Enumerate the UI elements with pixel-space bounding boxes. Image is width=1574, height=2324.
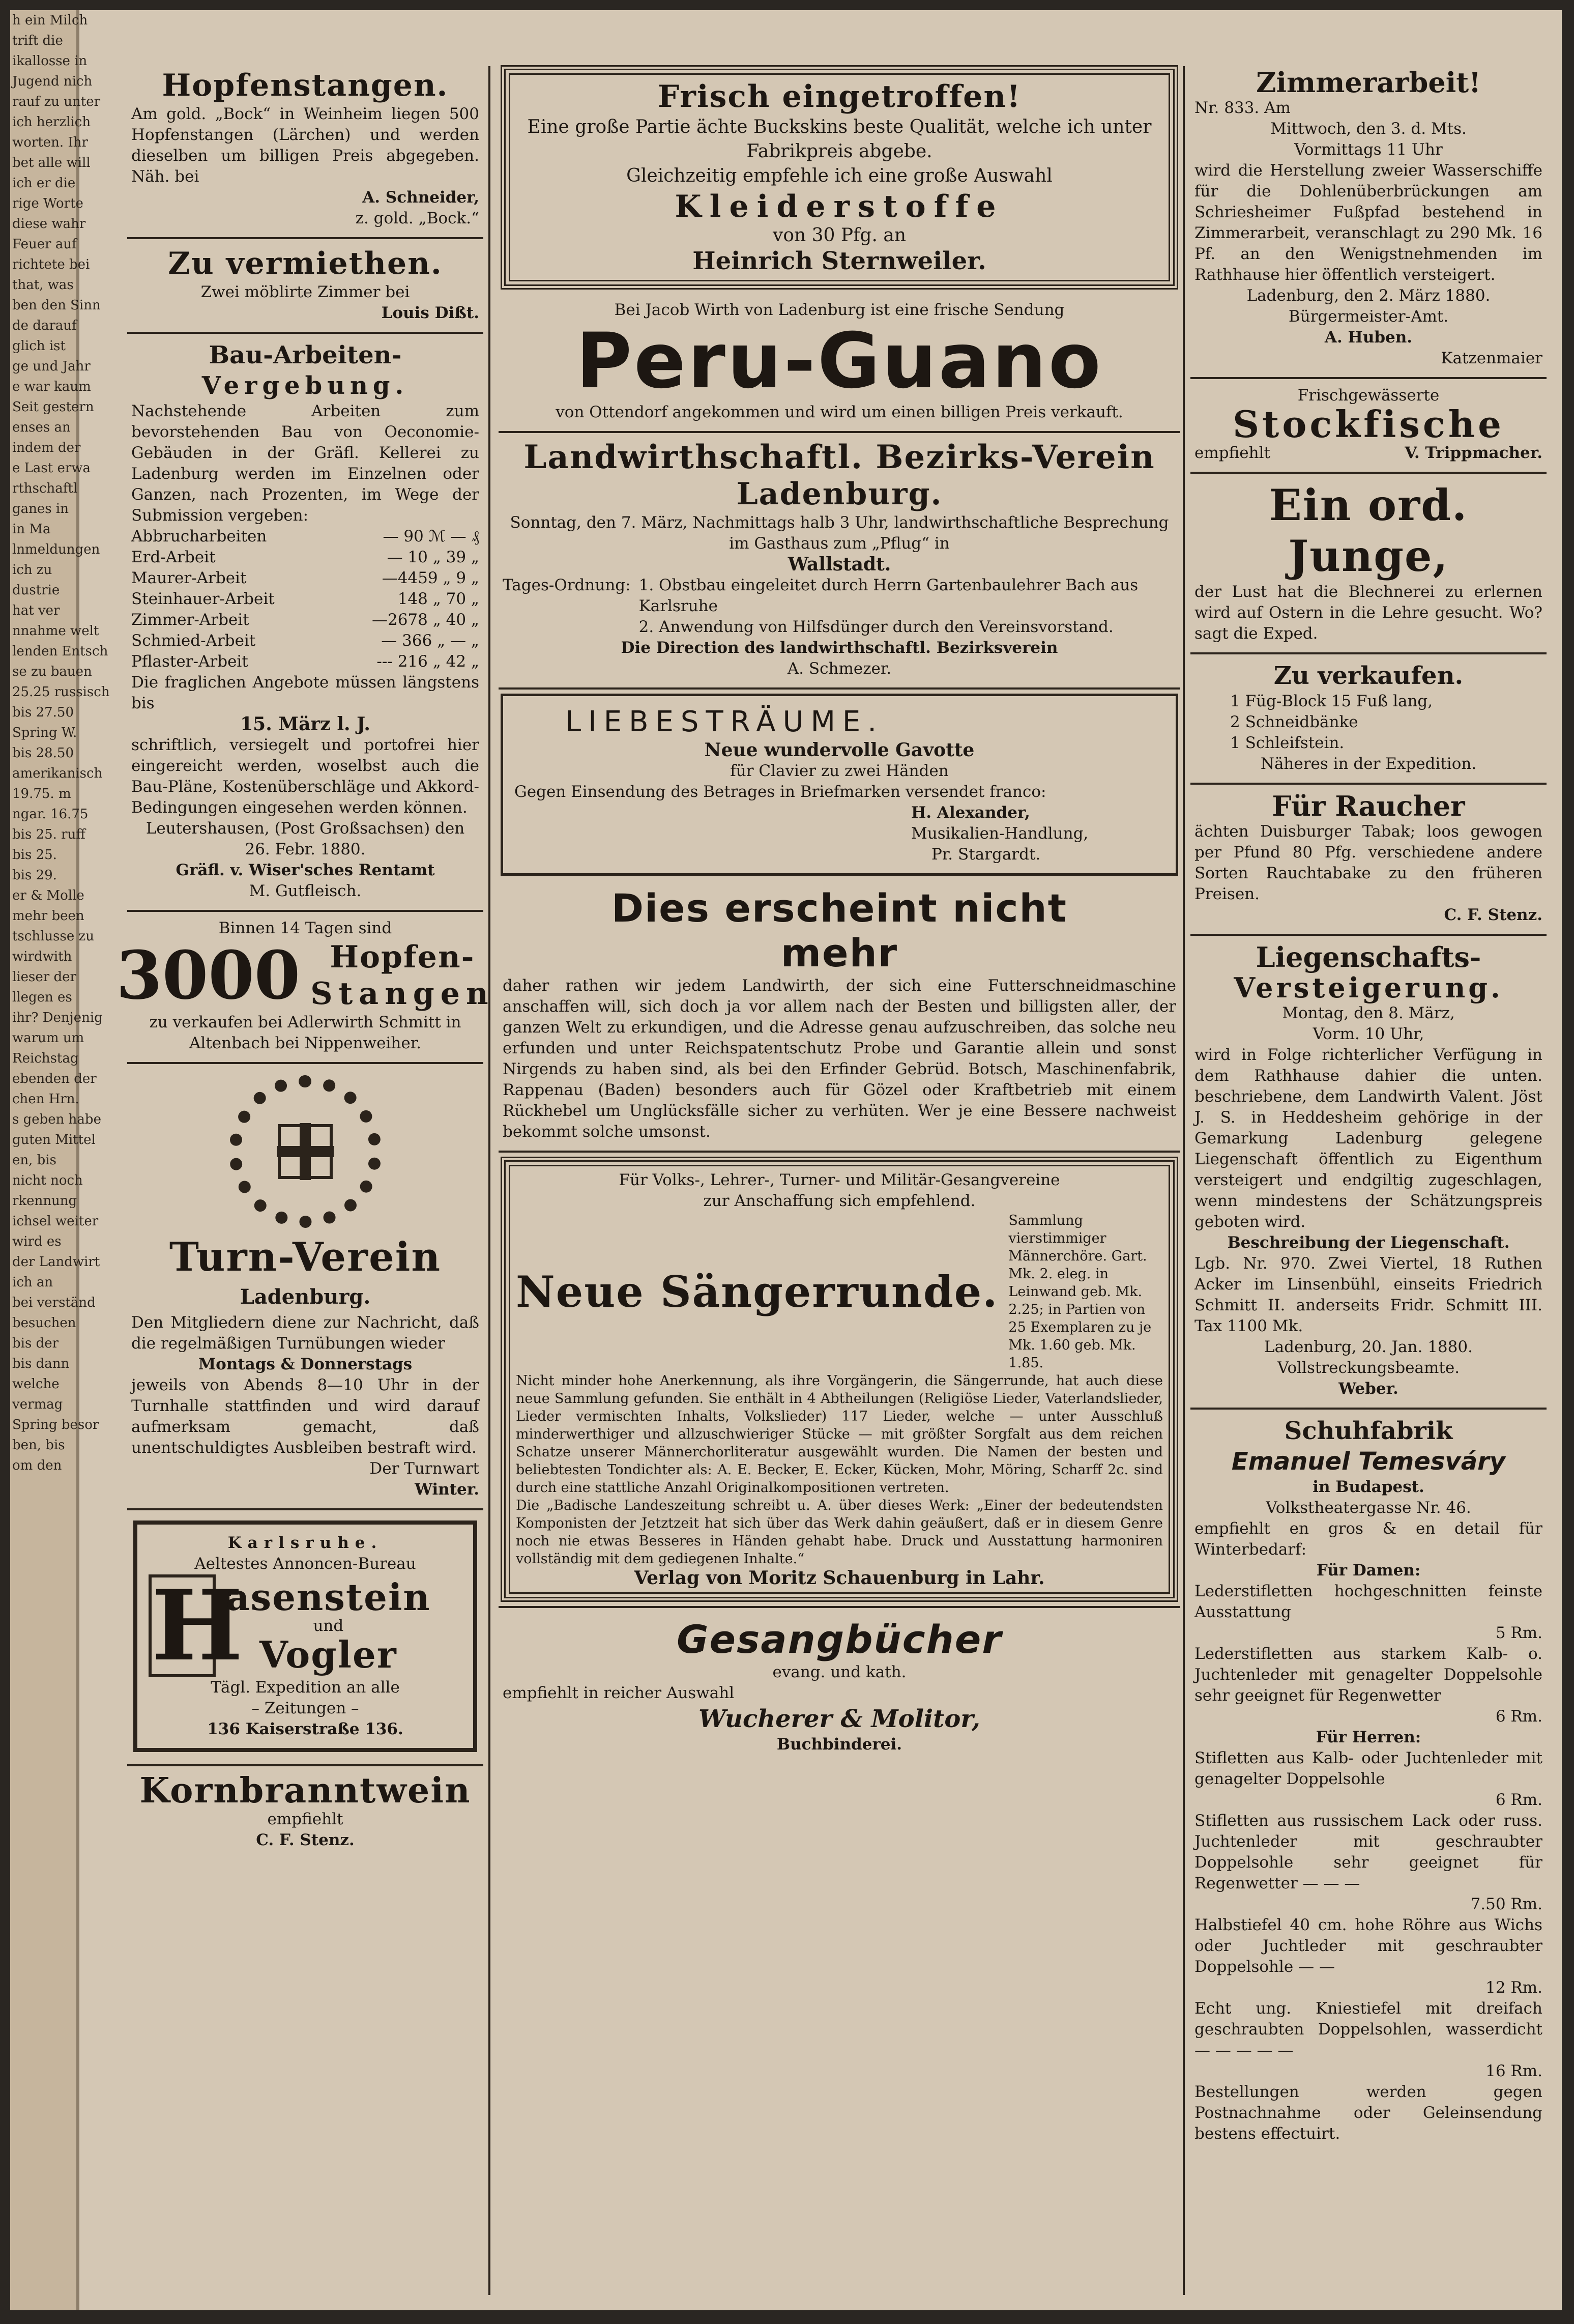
ad-line: empfiehlt [267, 1810, 343, 1828]
ad-body-3: schriftlich, versiegelt und portofrei hier eingereicht werden, woselbst auch die Bau-Pläne, Kostenüberschläge und Akkord-Bedingungen eingesehen werden können. [131, 736, 479, 817]
margin-fragment-line: lnmeldungen [12, 542, 100, 557]
ad-line-3: – Zeitungen – [251, 1699, 359, 1717]
shoe-item-text: Lederstifletten aus starkem Kalb- o. Juchtenleder mit genagelter Doppelsohle sehr geeignet für Regenwetter [1194, 1645, 1542, 1705]
ad-zu-vermiethen [127, 239, 483, 334]
ad-liegenschafts-versteigerung [1190, 936, 1547, 1410]
ad-time: Vorm. 10 Uhr, [1313, 1025, 1424, 1043]
margin-fragment-line: bet alle will [12, 155, 91, 170]
margin-fragment-line: ihr? Denjenig [12, 1010, 103, 1025]
margin-fragment-line: that, was [12, 277, 74, 293]
margin-fragment-line: trift die [12, 33, 63, 48]
ad-signature-line-2: Musikalien-Handlung, [911, 824, 1089, 843]
ad-address: 136 Kaiserstraße 136. [207, 1720, 403, 1738]
ad-signature: A. Huben. [1324, 328, 1413, 347]
ad-dies-erscheint [499, 880, 1180, 1153]
ad-line: Frischgewässerte [1297, 386, 1440, 405]
shoe-item-text: Stifletten aus Kalb- oder Juchtenleder mit genagelter Doppelsohle [1194, 1749, 1542, 1788]
ad-signature: C. F. Stenz. [256, 1831, 355, 1849]
ad-name-2: Vogler [259, 1632, 397, 1676]
ad-signature: Weber. [1338, 1380, 1398, 1398]
newspaper-page [10, 10, 1562, 2310]
ad-bau-arbeiten [127, 334, 483, 912]
work-item-value: — 10 „ 39 „ [387, 548, 479, 566]
ad-word-block [310, 939, 494, 1012]
ad-signature-title: Bürgermeister-Amt. [1288, 307, 1449, 326]
work-item-value: —2678 „ 40 „ [371, 611, 479, 629]
ad-line: Bei Jacob Wirth von Ladenburg ist eine frische Sendung [614, 301, 1065, 319]
margin-fragment-line: nicht noch [12, 1173, 83, 1188]
ad-kornbranntwein [127, 1766, 483, 1859]
ad-stockfische [1190, 379, 1547, 474]
ad-time: Vormittags 11 Uhr [1294, 140, 1443, 159]
ad-place-date: Ladenburg, 20. Jan. 1880. [1264, 1338, 1473, 1356]
margin-fragment-line: bis dann [12, 1356, 70, 1371]
margin-fragment-line: ebenden der [12, 1071, 97, 1086]
ad-line: für Clavier zu zwei Händen [730, 762, 949, 780]
ad-line-2: empfiehlt [1194, 444, 1270, 462]
margin-fragment-line: hat ver [12, 603, 60, 618]
margin-fragment-line: guten Mittel [12, 1132, 96, 1147]
ad-hopfenstangen-weinheim [127, 61, 483, 239]
ad-side-note: Sammlung vierstimmiger Männerchöre. Gart. Mk. 2. eleg. in Leinwand geb. Mk. 2.25; in Partien von 25 Exemplaren zu je Mk. 1.60 geb. Mk. 1.85. [1008, 1213, 1152, 1371]
margin-fragment-line: llegen es [12, 990, 72, 1005]
margin-fragment-line: ich zu [12, 562, 52, 578]
shoe-item-text: Halbstiefel 40 cm. hohe Röhre aus Wichs oder Juchtleder mit geschraubter Doppelsohle — — [1194, 1916, 1542, 1976]
ad-body: zu verkaufen bei Adlerwirth Schmitt in Altenbach bei Nippenweiher. [149, 1013, 461, 1052]
margin-fragment-line: enses an [12, 420, 71, 435]
ad-neue-saengerrunde [501, 1157, 1178, 1602]
ad-signature-2: Katzenmaier [1441, 349, 1542, 367]
ad-title: Zu vermiethen. [168, 246, 443, 281]
ad-address: Volkstheatergasse Nr. 46. [1266, 1499, 1471, 1517]
shoe-item [1194, 1915, 1542, 1998]
turner-wreath-emblem [229, 1075, 382, 1228]
ad-place: Ladenburg. [240, 1285, 371, 1309]
shoe-item-text: Echt ung. Kniestiefel mit dreifach geschraubten Doppelsohlen, wasserdicht — — — — — [1194, 1999, 1542, 2059]
ad-und: und [313, 1616, 344, 1635]
margin-fragment-line: der Landwirt [12, 1254, 100, 1270]
ad-title: Kornbranntwein [139, 1770, 471, 1811]
margin-fragment-line: Feuer auf [12, 237, 77, 252]
ad-signature: Gräfl. v. Wiser'sches Rentamt [176, 861, 435, 879]
ad-body: Zwei möblirte Zimmer bei [200, 283, 410, 301]
margin-fragment-line: bis 25. ruff [12, 827, 85, 842]
margin-fragment-line: ich herzlich [12, 114, 91, 130]
ad-title: Schuhfabrik [1284, 1417, 1453, 1445]
ad-body: Sonntag, den 7. März, Nachmittags halb 3 Uhr, landwirthschaftliche Besprechung im Gasthaus zum „Pflug“ in [510, 513, 1169, 553]
ad-signature: Die Direction des landwirthschaftl. Bezirksverein [621, 639, 1058, 657]
ad-zimmerarbeit [1190, 61, 1547, 379]
margin-fragment-line: bei verständ [12, 1295, 96, 1310]
ad-signature: Wucherer & Molitor, [698, 1705, 980, 1733]
margin-fragment-line: glich ist [12, 338, 66, 354]
margin-fragment-line: ngar. 16.75 [12, 807, 89, 822]
shoe-item [1194, 1811, 1542, 1915]
margin-fragment-line: rige Worte [12, 196, 83, 211]
margin-fragment-line: en, bis [12, 1153, 56, 1168]
ad-signature: A. Schneider, [362, 188, 479, 207]
margin-fragment-line: er & Molle [12, 888, 84, 903]
margin-fragment-line: rkennung [12, 1193, 77, 1209]
ad-body-2: jeweils von Abends 8—10 Uhr in der Turnhalle stattfinden und wird darauf aufmerksam gemacht, daß unentschuldigtes Ausbleiben bestraft wird. [131, 1376, 479, 1457]
ad-title: Stockfische [1233, 403, 1504, 446]
work-item-value: —4459 „ 9 „ [382, 569, 479, 587]
ad-title: Für Raucher [1272, 790, 1465, 822]
ad-title: Hopfenstangen. [162, 68, 449, 103]
ad-title: Gesangbücher [677, 1617, 1002, 1662]
ad-product: Kleiderstoffe [675, 189, 1004, 224]
ad-top-line-2: zur Anschaffung sich empfehlend. [703, 1192, 976, 1210]
shoe-item-price: 6 Rm. [1495, 1707, 1542, 1726]
ad-signature-title: Der Turnwart [369, 1459, 479, 1478]
agenda-item-2: 2. Anwendung von Hilfsdünger durch den Vereinsvorstand. [638, 618, 1114, 636]
work-item-value: 148 „ 70 „ [397, 590, 479, 608]
ad-title: LIEBESTRÄUME. [565, 705, 884, 738]
margin-fragment-line: ich an [12, 1275, 53, 1290]
shoe-item-price: 12 Rm. [1485, 1978, 1542, 1997]
margin-fragment-line: diese wahr [12, 216, 86, 232]
ad-body: Nicht minder hohe Anerkennung, als ihre Vorgängerin, die Sängerrunde, hat auch diese neue Sammlung gefunden. Sie enthält in 4 Abtheilungen (Religiöse Lieder, Vaterlandslieder, Lieder vermischten Inhalts, Volkslieder) 117 Lieder, welche — unter Ausschluß minderwerthiger und allzuschwieriger Stücke — mit größter Sorgfalt aus dem reichen Schatze unserer Männerchorliteratur ausgewählt wurden. Die Namen der besten und beliebtesten Tondichter als: A. E. Becker, E. Ecker, Kücken, Mohr, Möring, Scharff 2c. sind durch eine stattliche Anzahl Originalkompositionen vertreten. [516, 1373, 1163, 1496]
ad-signature: Winter. [415, 1480, 479, 1499]
right-column [1190, 61, 1547, 2153]
ad-number: 3000 [116, 936, 301, 1014]
ad-signature-line-3: Pr. Stargardt. [931, 845, 1041, 864]
shoe-item [1194, 1998, 1542, 2082]
ad-description: Lgb. Nr. 970. Zwei Viertel, 18 Ruthen Acker im Linsenbühl, einseits Friedrich Schmitt II. anderseits Fridr. Schmitt III. Tax 1100 Mk. [1194, 1254, 1542, 1335]
agenda-items [639, 575, 1176, 638]
ad-footer-row [1194, 443, 1542, 464]
divider [499, 1606, 1180, 1608]
work-items-list [131, 526, 479, 672]
ad-body: wird in Folge richterlicher Verfügung in dem Rathhause dahier die unten. beschriebene, dem Landwirth Valent. Jöst J. S. in Heddesheim gehörige in der Gemarkung Ladenburg gelegene Liegenschaft öffentlich zu Eigenthum versteigert und endgiltig zugeschlagen, wenn mindestens der Schätzungspreis geboten wird. [1194, 1046, 1542, 1231]
ad-price: von 30 Pfg. an [772, 225, 907, 246]
margin-fragment-line: h ein Milch [12, 13, 88, 28]
ad-body: wird die Herstellung zweier Wasserschiffe für die Dohlenüberbrückungen am Schriesheimer Fußpfad bestehend in Zimmerarbeit, veranschlagt zu 290 Mk. 16 Pf. an den Wenigstnehmenden im Rathhause hier öffentlich versteigert. [1194, 161, 1542, 284]
cross-bar-vertical [300, 1123, 311, 1180]
ad-line: empfiehlt in reicher Auswahl [503, 1684, 735, 1702]
ad-line: Näheres in der Expedition. [1260, 755, 1477, 773]
shoe-item-text: Lederstifletten hochgeschnitten feinste Ausstattung [1194, 1582, 1542, 1621]
ad-line: Aeltestes Annoncen-Bureau [194, 1555, 416, 1573]
ad-hasenstein-vogler [127, 1510, 483, 1766]
margin-fragment-line: nnahme welt [12, 623, 99, 639]
ad-signature: Louis Dißt. [381, 304, 479, 322]
ad-body: Am gold. „Bock“ in Weinheim liegen 500 Hopfenstangen (Lärchen) und werden dieselben um billigen Preis abgegeben. Näh. bei [131, 105, 479, 186]
ad-title: Liegenschafts- [1256, 941, 1481, 973]
margin-fragment-line: worten. Ihr [12, 135, 88, 150]
margin-fragment-line: mehr been [12, 908, 84, 924]
ad-body: Nachstehende Arbeiten zum bevorstehenden Bau von Oeconomie-Gebäuden in der Gräfl. Kellerei zu Ladenburg werden im Einzelnen oder Ganzen, nach Prozenten, im Wege der Submission vergeben: [131, 402, 479, 525]
margin-fragment-line: in Ma [12, 522, 51, 537]
ad-description-title: Beschreibung der Liegenschaft. [1227, 1233, 1510, 1252]
ad-title: Ein ord. Junge, [1269, 480, 1468, 581]
ad-zu-verkaufen [1190, 654, 1547, 785]
ad-signature: Heinrich Sternweiler. [692, 247, 986, 275]
ad-body: der Lust hat die Blechnerei zu erlernen wird auf Ostern in die Lehre gesucht. Wo? sagt die Exped. [1194, 583, 1542, 643]
shoe-item [1194, 1581, 1542, 1644]
ad-date: Mittwoch, den 3. d. Mts. [1270, 120, 1467, 138]
ad-3000-hopfenstangen [116, 912, 494, 1064]
herren-items-list [1194, 1748, 1542, 2082]
ad-top-line: Für Volks-, Lehrer-, Turner- und Militär-Gesangvereine [619, 1171, 1060, 1189]
margin-fragment-line: wird es [12, 1234, 62, 1249]
ad-name-block [226, 1575, 431, 1676]
work-item-row [131, 630, 479, 651]
section-damen: Für Damen: [1316, 1561, 1421, 1580]
ad-signature-name: M. Gutfleisch. [249, 882, 362, 900]
margin-fragment-line: Seit gestern [12, 399, 94, 415]
ad-publisher: Verlag von Moritz Schauenburg in Lahr. [634, 1567, 1045, 1589]
ad-title: Turn-Verein [169, 1234, 442, 1280]
ad-line: Binnen 14 Tagen sind [218, 919, 392, 937]
ad-word-2: Stangen [310, 976, 494, 1012]
ad-title: Dies erscheint nicht mehr [611, 885, 1067, 975]
ad-body-2: Gleichzeitig empfehle ich eine große Auswahl [626, 165, 1053, 186]
ad-headline-row [516, 1212, 1163, 1372]
ad-line-2: Gegen Einsendung des Betrages in Briefmarken versendet franco: [514, 783, 1046, 801]
margin-fragment-line: Reichstag [12, 1051, 79, 1066]
work-item-row [131, 526, 479, 547]
middle-column [499, 61, 1180, 1763]
deadline-date: 15. März l. J. [240, 713, 370, 735]
margin-fragment-line: lenden Entsch [12, 644, 108, 659]
margin-fragment-line: rauf zu unter [12, 94, 101, 109]
ad-body: Eine große Partie ächte Buckskins beste Qualität, welche ich unter Fabrikpreis abgebe. [527, 117, 1152, 162]
agenda [503, 575, 1176, 638]
margin-fragment-line: 19.75. m [12, 786, 71, 801]
work-item-value: — 90 ℳ — ₰ [383, 527, 479, 546]
margin-fragment-line: bis 29. [12, 868, 57, 883]
ad-frisch-eingetroffen [501, 65, 1178, 290]
ad-signature-line: Buchbinderei. [776, 1735, 902, 1754]
ad-subtitle: evang. und kath. [772, 1663, 907, 1681]
ad-title: Zu verkaufen. [1273, 662, 1464, 690]
margin-fragment-line: e Last erwa [12, 461, 91, 476]
margin-fragment-line: dustrie [12, 583, 60, 598]
agenda-label: Tages-Ordnung: [503, 576, 631, 594]
work-item-name: Maurer-Arbeit [131, 569, 247, 587]
work-item-name: Erd-Arbeit [131, 548, 216, 566]
margin-fragment-line: om den [12, 1458, 62, 1473]
ad-line-2: Tägl. Expedition an alle [211, 1678, 400, 1697]
ad-liebestraeume [501, 694, 1178, 876]
sale-item: 1 Füg-Block 15 Fuß lang, [1230, 692, 1433, 710]
ad-footer: Bestellungen werden gegen Postnachnahme oder Geleinsendung bestens effectuirt. [1194, 2083, 1542, 2143]
ad-line: empfiehlt en gros & en detail für Winterbedarf: [1194, 1519, 1542, 1559]
shoe-item-text: Stifletten aus russischem Lack oder russ. Juchtenleder mit geschraubter Doppelsohle sehr geeignet für Regenwetter — — — [1194, 1812, 1542, 1892]
margin-fragment-line: Spring W. [12, 725, 77, 740]
ad-signature: V. Trippmacher. [1405, 444, 1542, 462]
ad-peru-guano [499, 294, 1180, 433]
ad-schuhfabrik [1190, 1410, 1547, 2153]
ad-body: ächten Duisburger Tabak; loos gewogen per Pfund 80 Pfg. verschiedene andere Sorten Rauchtabake zu den früheren Preisen. [1194, 822, 1542, 903]
margin-fragment-line: ganes in [12, 501, 69, 517]
shoe-item-price: 7.50 Rm. [1470, 1895, 1542, 1913]
ad-body-2: Die fraglichen Angebote müssen längstens bis [131, 673, 479, 712]
ad-title: Neue Sängerrunde. [516, 1266, 999, 1317]
left-column [116, 61, 494, 1859]
work-item-name: Abbrucharbeiten [131, 527, 267, 546]
ad-company: Emanuel Temesváry [1231, 1447, 1506, 1476]
shoe-item [1194, 1748, 1542, 1811]
margin-fragment-line: richtete bei [12, 257, 90, 272]
ad-place-date: Leutershausen, (Post Großsachsen) den 26. Febr. 1880. [145, 819, 465, 858]
ad-title: Landwirthschaftl. Bezirks-Verein [523, 438, 1155, 476]
ad-turn-verein [127, 1064, 483, 1510]
ad-subtitle: Neue wundervolle Gavotte [704, 739, 975, 761]
margin-fragment-line: bis 27.50 [12, 705, 74, 720]
margin-fragment-line: warum um [12, 1030, 84, 1046]
previous-page-fragment [10, 10, 110, 2310]
sale-item: 2 Schneidbänke [1230, 713, 1358, 731]
margin-fragment-line: bis 25. [12, 847, 57, 863]
ad-gesangbuecher [499, 1611, 1180, 1763]
ad-title: Peru-Guano [576, 317, 1103, 406]
margin-fragment-line: ikallosse in [12, 53, 88, 69]
ad-body-2: Die „Badische Landeszeitung schreibt u. A. über dieses Werk: „Einer der bedeutendsten Komponisten der Jetztzeit hat sich über das Werk dahin geäußert, daß er in diesem Genre noch nie etwas Besseres in Händen gehabt habe. Druck und Ausstattung harmoniren vollständig mit dem gediegenen Inhalte.“ [516, 1498, 1163, 1567]
margin-fragment-line: Jugend nich [12, 74, 93, 89]
margin-fragment-line: ich er die [12, 176, 76, 191]
ad-signature: H. Alexander, [911, 804, 1030, 822]
ad-signature-title: Vollstreckungsbeamte. [1277, 1359, 1460, 1377]
column-rule-right [1183, 66, 1185, 2295]
margin-fragment-line: rthschaftl [12, 481, 78, 496]
margin-fragment-line: tschlusse zu [12, 929, 94, 944]
ad-box [133, 1520, 477, 1752]
margin-fragment-line: ben den Sinn [12, 298, 101, 313]
ad-headline-row [116, 936, 494, 1014]
ad-days: Montags & Donnerstags [198, 1355, 413, 1373]
ad-title-line2: Vergebung. [201, 371, 409, 400]
work-item-name: Schmied-Arbeit [131, 632, 256, 650]
margin-fragment-line: de darauf [12, 318, 77, 333]
ad-body: Den Mitgliedern diene zur Nachricht, daß die regelmäßigen Turnübungen wieder [131, 1313, 479, 1353]
shoe-item-price: 6 Rm. [1495, 1791, 1542, 1809]
margin-fragment-line: indem der [12, 440, 81, 455]
margin-fragment-line: lieser der [12, 969, 76, 985]
work-item-row [131, 589, 479, 610]
ad-place: Ladenburg. [736, 476, 943, 512]
ad-place-date: Ladenburg, den 2. März 1880. [1246, 286, 1491, 305]
work-item-row [131, 547, 479, 568]
section-herren: Für Herren: [1316, 1728, 1421, 1746]
work-item-row [131, 568, 479, 589]
ad-junge [1190, 474, 1547, 654]
ad-name-1: asenstein [226, 1575, 431, 1619]
column-rule-left [488, 66, 490, 2295]
margin-fragment-line: besuchen [12, 1315, 76, 1331]
ad-date: Montag, den 8. März, [1282, 1004, 1455, 1022]
margin-fragment-line: se zu bauen [12, 664, 92, 679]
ad-signature: C. F. Stenz. [1444, 906, 1542, 924]
margin-fragment-line: Spring besor [12, 1417, 99, 1432]
margin-fragment-line: 25.25 russisch [12, 684, 110, 700]
shoe-item [1194, 1644, 1542, 1727]
margin-fragment-line: s geben habe [12, 1112, 101, 1127]
ad-title: Bau-Arbeiten- [209, 341, 402, 369]
work-item-value: --- 216 „ 42 „ [376, 652, 479, 671]
ad-title: Zimmerarbeit! [1256, 66, 1481, 99]
margin-fragment-line: chen Hrn. [12, 1092, 79, 1107]
work-item-name: Pflaster-Arbeit [131, 652, 248, 671]
margin-fragment-line: vermag [12, 1397, 63, 1412]
ad-signature-line: z. gold. „Bock.“ [355, 209, 479, 227]
ad-word-1: Hopfen- [330, 939, 475, 975]
ad-line-2: von Ottendorf angekommen und wird um einen billigen Preis verkauft. [556, 403, 1123, 421]
agenda-item-1: 1. Obstbau eingeleitet durch Herrn Gartenbaulehrer Bach aus Karlsruhe [638, 576, 1139, 615]
ad-city: Karlsruhe. [227, 1534, 383, 1552]
logo-letter-h: H [149, 1574, 216, 1677]
ad-logo-row [149, 1569, 462, 1682]
work-item-row [131, 610, 479, 630]
damen-items-list [1194, 1581, 1542, 1727]
shoe-item-price: 16 Rm. [1485, 2062, 1542, 2080]
ad-bezirks-verein [499, 433, 1180, 690]
work-item-value: — 366 „ — „ [381, 632, 479, 650]
work-item-row [131, 651, 479, 672]
ad-town: Wallstadt. [788, 554, 891, 575]
ad-city: in Budapest. [1313, 1478, 1424, 1496]
ad-fuer-raucher [1190, 785, 1547, 936]
margin-fragment-line: wirdwith [12, 949, 72, 964]
margin-fragment-line: ben, bis [12, 1438, 65, 1453]
shoe-item-price: 5 Rm. [1495, 1624, 1542, 1642]
margin-fragment-line: welche [12, 1376, 60, 1392]
work-item-name: Steinhauer-Arbeit [131, 590, 275, 608]
margin-fragment-line: e war kaum [12, 379, 91, 394]
margin-fragment-line: ge und Jahr [12, 359, 91, 374]
margin-fragment-line: amerikanisch [12, 766, 103, 781]
ad-signature-name: A. Schmezer. [787, 659, 892, 678]
work-item-name: Zimmer-Arbeit [131, 611, 249, 629]
ad-title-line2: Versteigerung. [1234, 971, 1503, 1004]
ad-body: daher rathen wir jedem Landwirth, der sich eine Futterschneidmaschine anschaffen will, sich doch ja vor allem nach der Besten und billigsten aller, der ganzen Welt zu erkundigen, und die Adresse genau aufzuschreiben, das solche neu erfunden und unter Reichspatentschutz Probe und Garantie allein und sonst Nirgends zu haben sind, als bei den Erfinder Gebrüd. Botsch, Maschinenfabrik, Rappenau (Baden) besonders auch für Gözel oder Kraftbetrieb mit einem Rückhebel um Unglücksfälle sicher zu verhüten. Wer je eine Bessere nachweist bekommt solche umsonst. [503, 977, 1176, 1141]
sale-items-list [1194, 691, 1542, 754]
sale-item: 1 Schleifstein. [1230, 734, 1345, 752]
ad-number: Nr. 833. Am [1194, 99, 1291, 117]
margin-fragment-line: bis der [12, 1336, 59, 1351]
margin-fragment-line: ichsel weiter [12, 1214, 99, 1229]
ad-title: Frisch eingetroffen! [657, 79, 1022, 114]
margin-fragment-line: bis 28.50 [12, 745, 74, 761]
